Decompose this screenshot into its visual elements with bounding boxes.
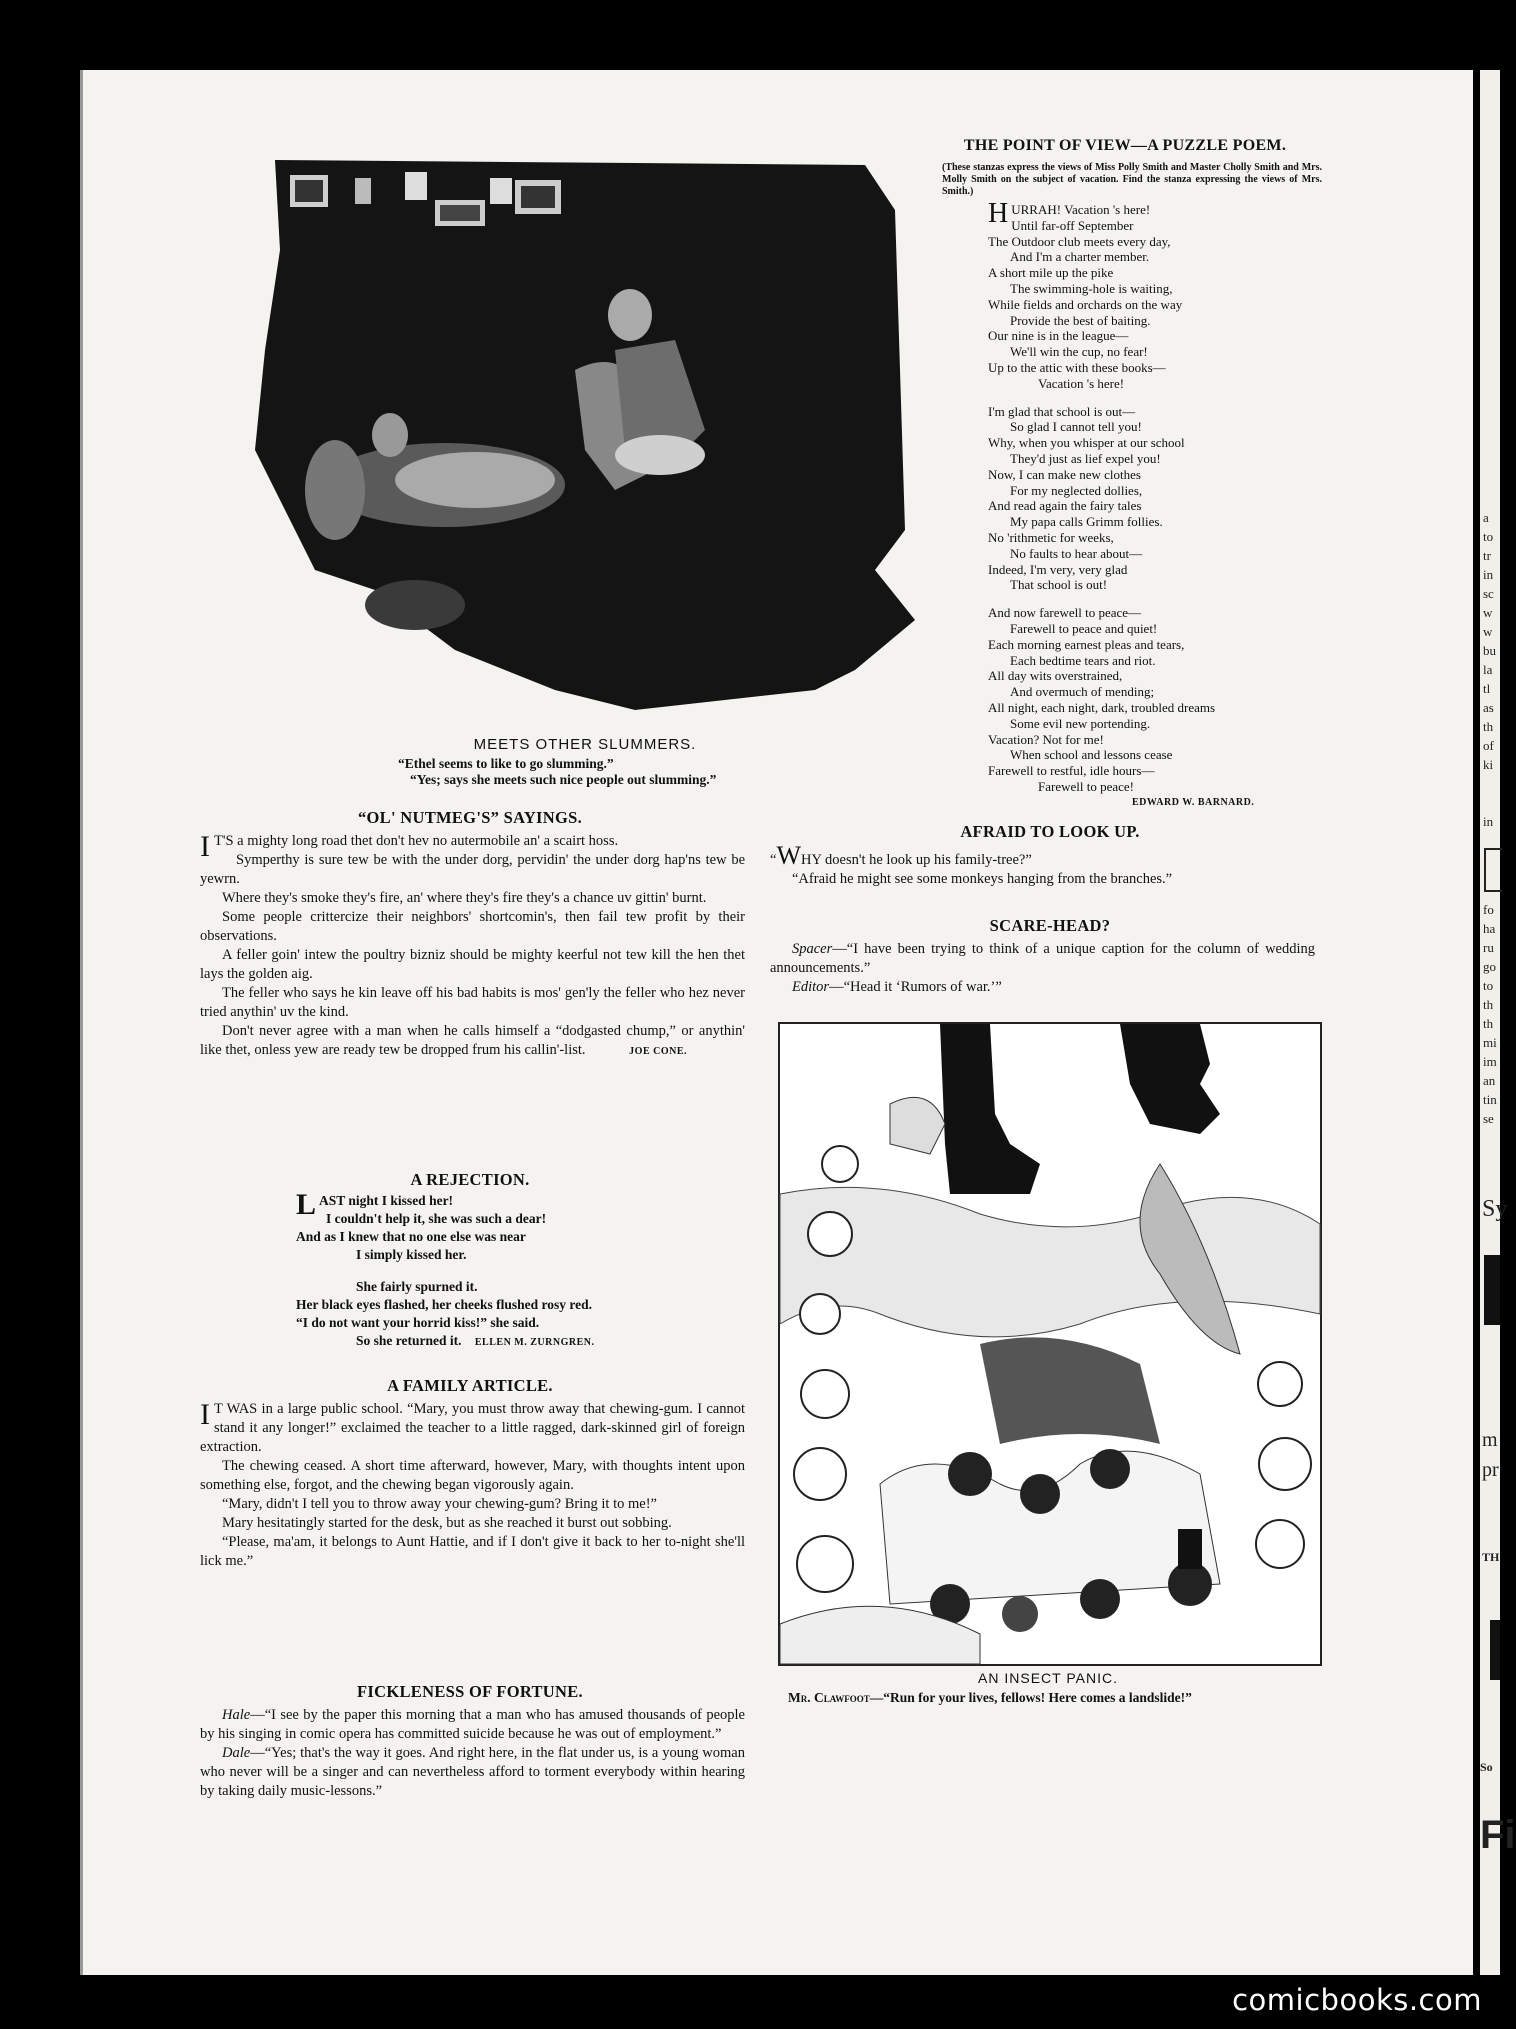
rejection-poem (296, 1188, 676, 1352)
adjacent-page-block (1484, 1255, 1500, 1325)
insect-caption-title: AN INSECT PANIC. (978, 1670, 1118, 1686)
poem-line: Our nine is in the league— (988, 328, 1129, 344)
poem-line: No faults to hear about— (1010, 545, 1143, 561)
adjacent-page-fragment: a to tr in sc w w bu la tl as th of ki (1483, 510, 1496, 772)
nutmeg-author: JOE CONE. (629, 1046, 688, 1057)
nutmeg-title: “OL' NUTMEG'S” SAYINGS. (357, 808, 583, 827)
poem-body (988, 198, 1318, 795)
slummers-photograph (255, 150, 915, 730)
rejection-line: And as I knew that no one else was near (296, 1229, 526, 1244)
scare-para-1: Spacer—“I have been trying to think of a unique caption for the column of wedding announcements.” (770, 941, 1315, 976)
poem-line: Each morning earnest pleas and tears, (988, 636, 1185, 652)
poem-line: Each bedtime tears and riot. (1010, 652, 1156, 668)
rejection-line: I simply kissed her. (356, 1247, 467, 1262)
poem-line: When school and lessons cease (1010, 747, 1173, 763)
poem-line: All night, each night, dark, troubled dreams (988, 699, 1216, 715)
poem-line: Up to the attic with these books— (988, 359, 1166, 375)
poem-line: For my neglected dollies, (1010, 482, 1143, 498)
poem-line: Indeed, I'm very, very glad (988, 561, 1128, 577)
poem-line: Vacation? Not for me! (988, 731, 1104, 747)
poem-drop-cap: H (988, 198, 1009, 229)
adjacent-page-fragment: Fi (1480, 1813, 1516, 1857)
adjacent-page-fragment: fo ha ru go to th th mi im an tin se (1483, 902, 1497, 1126)
poem-line: And now farewell to peace— (988, 605, 1142, 621)
nutmeg-para: Symperthy is sure tew be with the under dorg, pervidin' the under dorg hap'ns tew be yewrn. (200, 852, 745, 887)
poem-line: That school is out! (1010, 577, 1108, 593)
nutmeg-first-para: I T'S a mighty long road thet don't hev no autermobile an' a scairt hoss. (200, 830, 619, 863)
adjacent-page-box (1484, 848, 1502, 892)
family-title: A FAMILY ARTICLE. (387, 1376, 553, 1395)
family-para: “Please, ma'am, it belongs to Aunt Hattie, and if I don't give it back to her to-night she'll lick me.” (200, 1534, 745, 1569)
nutmeg-para: The feller who says he kin leave off his bad habits is mos' gen'ly the feller who hez never tried anythin' uv the kind. (200, 985, 745, 1020)
nutmeg-para: Where they's smoke they's fire, an' where they's fire they's a chance uv gittin' burnt. (222, 890, 707, 906)
insect-panic-illustration (778, 1022, 1322, 1666)
poem-line: The swimming-hole is waiting, (1010, 280, 1173, 296)
poem-title: THE POINT OF VIEW—A PUZZLE POEM. (963, 137, 1287, 154)
poem-line: My papa calls Grimm follies. (1010, 514, 1163, 530)
poem-line: No 'rithmetic for weeks, (988, 529, 1114, 545)
adjacent-page-fragment: So (1480, 1760, 1493, 1774)
nutmeg-para: A feller goin' intew the poultry bizniz should be mighty keerful not tew kill the hen thet lays the golden aig. (200, 947, 745, 982)
poem-line: Farewell to peace! (1038, 778, 1135, 794)
family-para: Mary hesitatingly started for the desk, but as she reached it burst out sobbing. (222, 1515, 672, 1531)
rejection-line: “I do not want your horrid kiss!” she said. (296, 1315, 540, 1330)
poem-line: A short mile up the pike (988, 265, 1114, 281)
afraid-para-1: “WHY doesn't he look up his family-tree?” (770, 841, 1032, 870)
rejection-line: She fairly spurned it. (356, 1279, 478, 1294)
poem-line: And read again the fairy tales (988, 498, 1142, 514)
fickle-para-1: Hale—“I see by the paper this morning that a man who has amused thousands of people by his singing in comic opera has committed suicide because he was out of employment.” (200, 1707, 745, 1742)
adjacent-page-fragment: m pr (1482, 1429, 1499, 1481)
nutmeg-para: Some people crittercize their neighbors' shortcomin's, then fail tew profit by their observations. (200, 909, 745, 944)
family-column (200, 1400, 745, 1571)
poem-line: All day wits overstrained, (988, 668, 1123, 684)
poem-intro: (These stanzas express the views of Miss Polly Smith and Master Cholly Smith and Mrs. Molly Smith on the subject of vacation. Find the stanza expressing the views of Mrs. Smith.) (942, 162, 1322, 197)
scare-column (770, 940, 1315, 997)
poem-line: Vacation 's here! (1038, 375, 1125, 391)
poem-line: They'd just as lief expel you! (1010, 450, 1161, 466)
fickle-title: FICKLENESS OF FORTUNE. (357, 1682, 583, 1701)
poem-line: Until far-off September (1011, 217, 1134, 233)
rejection-title: A REJECTION. (410, 1170, 530, 1189)
photo-caption-line-1: “Ethel seems to like to go slumming.” (398, 756, 614, 771)
afraid-para-2: “Afraid he might see some monkeys hanging from the branches.” (792, 871, 1173, 887)
poem-line: And overmuch of mending; (1010, 684, 1155, 700)
poem-line: The Outdoor club meets every day, (988, 233, 1171, 249)
afraid-title: AFRAID TO LOOK UP. (960, 822, 1140, 841)
poem-line: Now, I can make new clothes (988, 466, 1141, 482)
poem-line: We'll win the cup, no fear! (1010, 344, 1148, 360)
scare-para-2: Editor—“Head it ‘Rumors of war.’” (792, 979, 1002, 995)
poem-line: Farewell to restful, idle hours— (988, 763, 1155, 779)
poem-line: Farewell to peace and quiet! (1010, 620, 1158, 636)
rejection-line: Her black eyes flashed, her cheeks flushed rosy red. (296, 1297, 593, 1312)
family-para: “Mary, didn't I tell you to throw away your chewing-gum? Bring it to me!” (222, 1496, 657, 1512)
rejection-first-line: LAST night I kissed her! (296, 1188, 454, 1221)
family-first-para: I T WAS in a large public school. “Mary, you must throw away that chewing-gum. I cannot stand it any longer!” exclaimed the teacher to a little ragged, dark-skinned girl of foreign extraction. (200, 1398, 745, 1455)
rejection-line: I couldn't help it, she was such a dear! (326, 1211, 547, 1226)
adjacent-page-fragment: Sy (1482, 1196, 1508, 1222)
adjacent-page-block (1490, 1620, 1500, 1680)
poem-author: EDWARD W. BARNARD. (1132, 797, 1255, 808)
adjacent-page-fragment: in (1483, 814, 1494, 829)
nutmeg-last-para: Don't never agree with a man when he calls himself a “dodgasted chump,” or anythin' like thet, onless yew are ready tew be dropped frum his callin'-list. JOE CONE. (200, 1023, 745, 1058)
poem-line: And I'm a charter member. (1010, 249, 1150, 265)
photo-caption-line-2: “Yes; says she meets such nice people out slumming.” (410, 772, 717, 787)
family-para: The chewing ceased. A short time afterward, however, Mary, with thoughts intent upon something else, forgot, and the chewing began vigorously again. (200, 1458, 745, 1493)
poem-line: So glad I cannot tell you! (1010, 419, 1142, 435)
poem-line: I'm glad that school is out— (988, 403, 1136, 419)
rejection-author: ELLEN M. ZURNGREN. (474, 1337, 595, 1348)
afraid-column (770, 841, 1315, 889)
poem-line: Provide the best of baiting. (1010, 312, 1151, 328)
insect-speaker: Mr. Clawfoot (788, 1690, 870, 1705)
insect-caption: Mr. Clawfoot—“Run for your lives, fellows! Here comes a landslide!” (788, 1690, 1192, 1705)
rejection-last-line: So she returned it. ELLEN M. ZURNGREN. (356, 1333, 595, 1348)
adjacent-page-fragment: TH (1482, 1550, 1500, 1564)
scare-title: SCARE-HEAD? (989, 916, 1111, 935)
photo-caption-title: MEETS OTHER SLUMMERS. (473, 736, 697, 753)
nutmeg-column (200, 832, 745, 1061)
poem-line: Why, when you whisper at our school (988, 435, 1185, 451)
fickle-para-2: Dale—“Yes; that's the way it goes. And right here, in the flat under us, is a young woman who never will be a singer and can nevertheless afford to torment everybody within hearing by taking daily music-lessons.” (200, 1745, 745, 1799)
site-watermark: comicbooks.com (1232, 1983, 1482, 2017)
fickle-column (200, 1706, 745, 1801)
poem-line: Some evil new portending. (1010, 715, 1151, 731)
poem-line: While fields and orchards on the way (988, 296, 1183, 312)
poem-stanza-1-first: HURRAH! Vacation 's here! (988, 198, 1151, 229)
